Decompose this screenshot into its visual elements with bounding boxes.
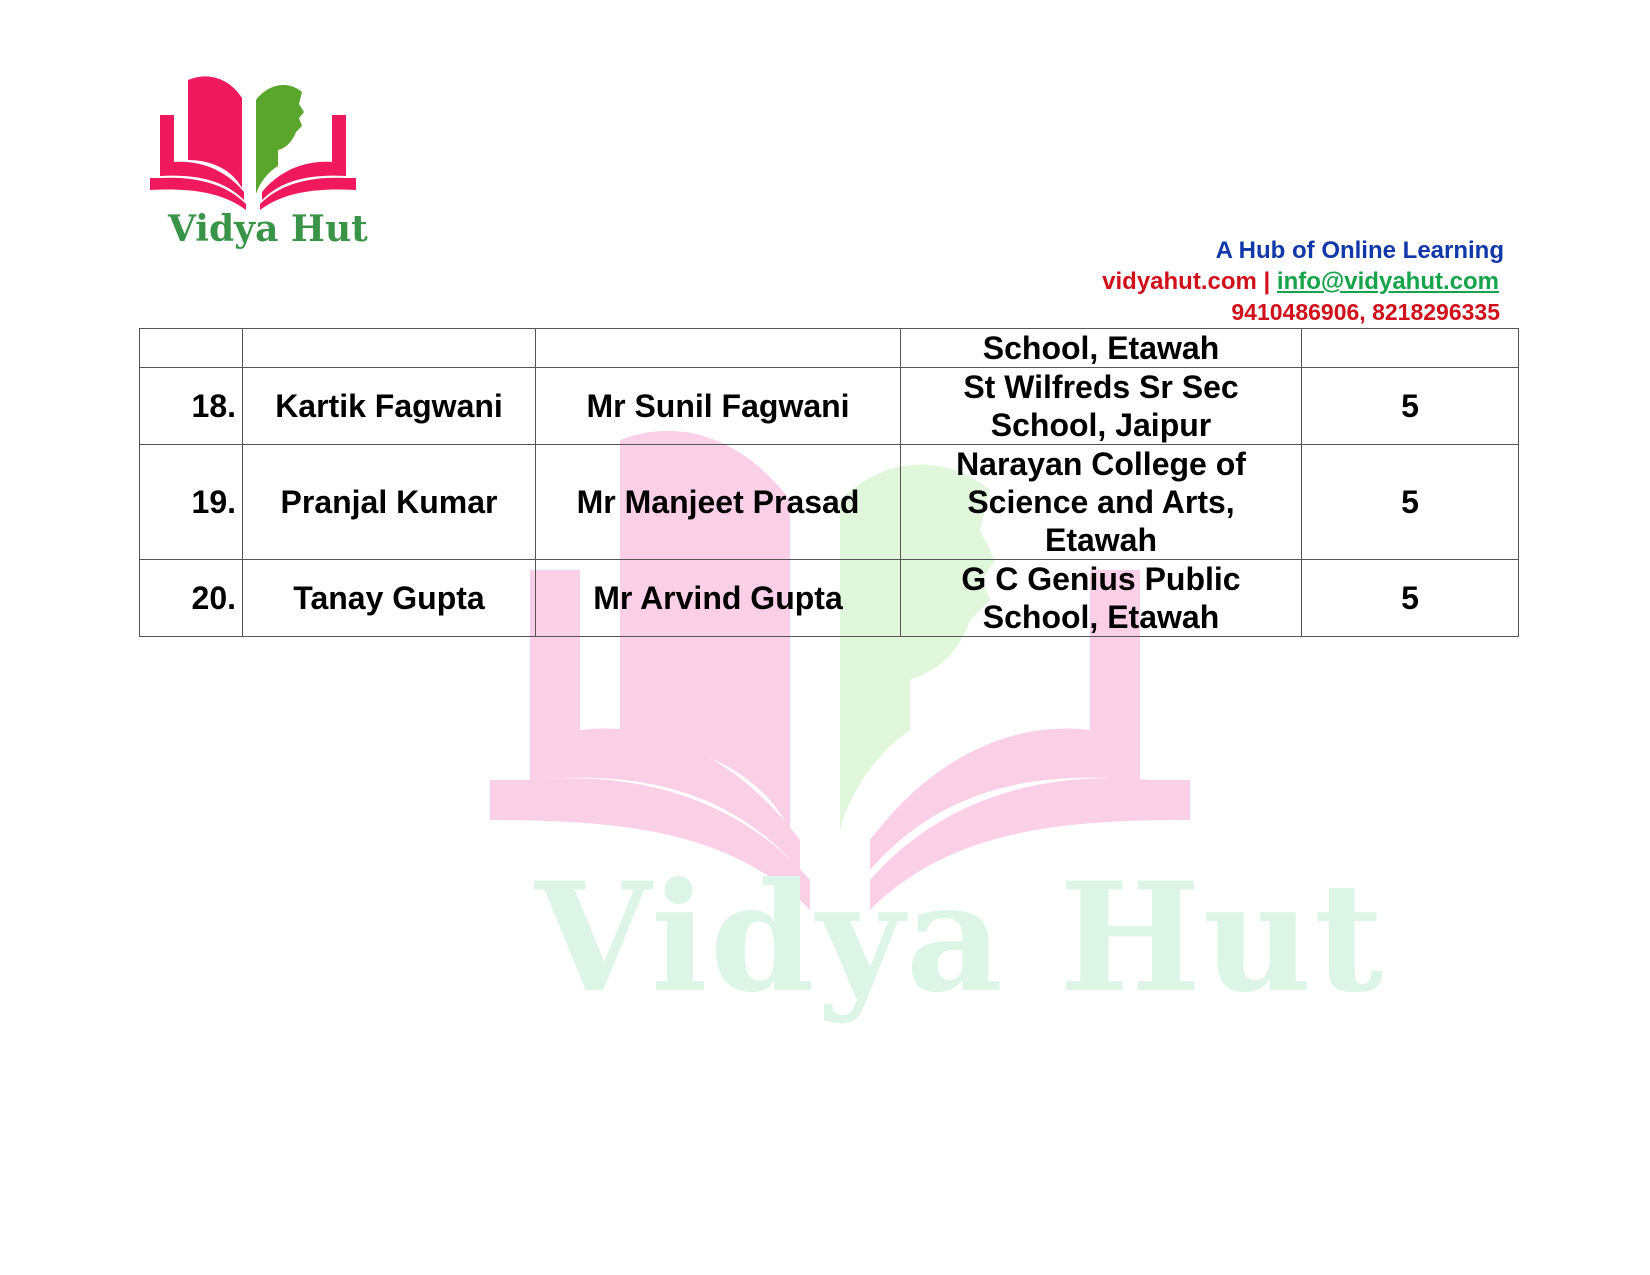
table-row [140, 445, 1519, 560]
class-cell: 5 [1302, 368, 1519, 445]
watermark-brand-text: Vidya Hut [535, 850, 1386, 1026]
results-table [139, 328, 1519, 637]
table-row [140, 368, 1519, 445]
father-name-cell [536, 329, 901, 368]
school-line: Narayan College of [956, 446, 1246, 482]
school-cell [901, 329, 1302, 368]
school-line: St Wilfreds Sr Sec [963, 369, 1239, 405]
contact-line [1102, 266, 1499, 298]
serial-cell: 20. [140, 560, 243, 637]
table-row [140, 329, 1519, 368]
student-name-cell [243, 329, 536, 368]
class-cell [1302, 329, 1519, 368]
school-line: Etawah [1044, 522, 1158, 558]
school-line: School, Jaipur [990, 407, 1212, 443]
father-name-cell: Mr Sunil Fagwani [536, 368, 901, 445]
father-name-cell: Mr Manjeet Prasad [536, 445, 901, 560]
school-cell [901, 368, 1302, 445]
student-name-cell: Kartik Fagwani [243, 368, 536, 445]
email-link[interactable]: info@vidyahut.com [1276, 268, 1499, 295]
father-name-cell: Mr Arvind Gupta [536, 560, 901, 637]
tagline: A Hub of Online Learning [1215, 237, 1504, 264]
class-cell: 5 [1302, 445, 1519, 560]
serial-cell [140, 329, 243, 368]
school-cell [901, 445, 1302, 560]
school-line: Science and Arts, [967, 484, 1235, 520]
school-cell [901, 560, 1302, 637]
student-name-cell: Tanay Gupta [243, 560, 536, 637]
student-name-cell: Pranjal Kumar [243, 445, 536, 560]
school-line: G C Genius Public [961, 561, 1241, 597]
school-line: School, Etawah [982, 330, 1220, 366]
serial-cell: 19. [140, 445, 243, 560]
vidya-hut-book-logo [150, 70, 360, 210]
website-link[interactable]: vidyahut.com [1102, 268, 1257, 295]
brand-name: Vidya Hut [168, 208, 368, 250]
header-contact [1102, 236, 1504, 326]
phone-numbers: 9410486906, 8218296335 [1231, 299, 1500, 325]
table-row [140, 560, 1519, 637]
separator: | [1263, 268, 1271, 295]
class-cell: 5 [1302, 560, 1519, 637]
school-line: School, Etawah [982, 599, 1220, 635]
serial-cell: 18. [140, 368, 243, 445]
